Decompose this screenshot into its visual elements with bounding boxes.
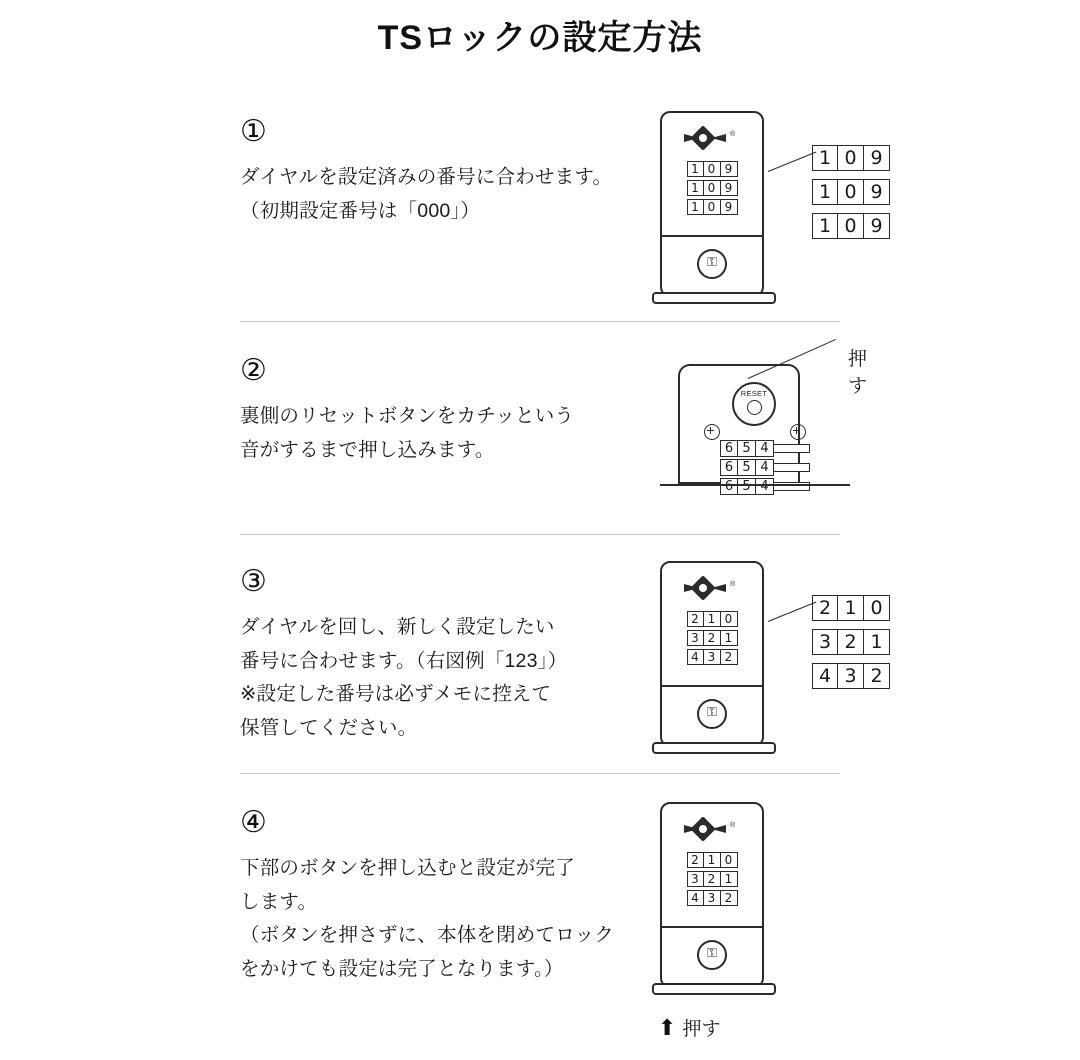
lock-base — [652, 742, 776, 754]
dial-digit[interactable]: 3 — [704, 890, 721, 906]
dial-row — [682, 871, 742, 887]
callout-digit: 4 — [812, 663, 838, 689]
lock-dial-window — [682, 611, 742, 668]
dial-row — [682, 611, 742, 627]
step-4-illustration — [658, 802, 1020, 1040]
dial-digit[interactable]: 1 — [687, 199, 704, 215]
lock-bottom-button[interactable] — [697, 940, 727, 970]
step-2-text-block — [240, 350, 660, 467]
key-icon: ⚿ — [707, 254, 717, 269]
callout-digit: 2 — [838, 629, 864, 655]
back-dial-digit[interactable]: 5 — [738, 459, 756, 476]
callout-digit: 3 — [838, 663, 864, 689]
callout-digit: 2 — [864, 663, 890, 689]
callout-row — [812, 179, 890, 205]
lock-front-view — [660, 561, 768, 747]
dial-row — [682, 630, 742, 646]
callout-digit: 3 — [812, 629, 838, 655]
lock-bottom-button[interactable] — [697, 249, 727, 279]
lock-body — [660, 802, 764, 988]
step-1-line-2: （初期設定番号は「000」） — [240, 199, 481, 222]
callout-digit: 0 — [838, 179, 864, 205]
callout-row — [812, 595, 890, 621]
step-4-line-2: します。 — [240, 890, 318, 913]
lock-seam-line — [662, 685, 762, 687]
back-dial-digit[interactable]: 4 — [756, 459, 774, 476]
step-4-line-4: をかけても設定は完了となります。） — [240, 957, 564, 980]
dial-digit[interactable]: 0 — [704, 161, 721, 177]
dial-digit[interactable]: 9 — [721, 199, 738, 215]
dial-digit[interactable]: 0 — [704, 199, 721, 215]
dial-row — [682, 852, 742, 868]
back-dial-row — [720, 478, 810, 495]
dial-digit[interactable]: 2 — [721, 649, 738, 665]
reset-button[interactable] — [732, 382, 776, 426]
dial-digit[interactable]: 4 — [687, 649, 704, 665]
dial-digit[interactable]: 0 — [721, 852, 738, 868]
lock-back-view — [660, 349, 868, 506]
lock-seam-line — [662, 235, 762, 237]
dial-digit[interactable]: 3 — [687, 871, 704, 887]
registered-mark: ® — [730, 581, 736, 588]
step-2 — [0, 350, 1080, 506]
dial-digit[interactable]: 0 — [704, 180, 721, 196]
lock-base — [652, 292, 776, 304]
step-2-illustration — [660, 350, 1020, 506]
dial-digit[interactable]: 2 — [721, 890, 738, 906]
callout-digit: 9 — [864, 213, 890, 239]
callout-row — [812, 213, 890, 239]
dial-digit[interactable]: 9 — [721, 180, 738, 196]
dial-digit[interactable]: 2 — [687, 611, 704, 627]
callout-digit: 1 — [838, 595, 864, 621]
lock-bottom-button[interactable] — [697, 699, 727, 729]
key-icon: ⚿ — [707, 945, 717, 960]
lock-body — [660, 111, 764, 297]
callout-row — [812, 629, 890, 655]
lock-front-view — [658, 802, 768, 1040]
dial-digit[interactable]: 2 — [704, 871, 721, 887]
registered-mark: ® — [730, 131, 736, 138]
dial-digit[interactable]: 1 — [721, 630, 738, 646]
lock-back-body — [678, 364, 800, 494]
back-dial-digit[interactable]: 6 — [720, 440, 738, 457]
step-4-push-annotation — [658, 1014, 720, 1041]
callout-row — [812, 145, 890, 171]
callout-digit: 2 — [812, 595, 838, 621]
dial-row — [682, 161, 742, 177]
step-2-number: ② — [240, 354, 267, 387]
section-divider-3 — [240, 773, 840, 774]
screw-icon — [790, 424, 806, 440]
callout-digit: 9 — [864, 179, 890, 205]
arrow-up-icon: ⬆ — [658, 1014, 677, 1040]
back-dial-digit[interactable]: 5 — [738, 478, 756, 495]
reset-button-label: RESET — [740, 389, 768, 398]
step-3-illustration — [660, 561, 1020, 747]
dial-digit[interactable]: 2 — [704, 630, 721, 646]
back-dial-row — [720, 440, 810, 457]
callout-digit: 1 — [864, 629, 890, 655]
back-dial-window — [720, 440, 810, 497]
screw-icon — [704, 424, 720, 440]
dial-shaft — [774, 444, 810, 453]
step-2-line-2: 音がするまで押し込みます。 — [240, 438, 495, 461]
step-3-line-4: 保管してください。 — [240, 716, 418, 739]
step-1 — [0, 111, 1080, 297]
tsa-badge-icon — [686, 818, 738, 842]
step-1-illustration — [660, 111, 1020, 297]
dial-digit[interactable]: 1 — [704, 611, 721, 627]
step-4 — [0, 802, 1080, 1040]
back-dial-digit[interactable]: 6 — [720, 459, 738, 476]
step-1-text-block — [240, 111, 660, 228]
step-3 — [0, 561, 1080, 747]
registered-mark: ® — [730, 822, 736, 829]
step-3-number: ③ — [240, 565, 267, 598]
back-dial-digit[interactable]: 4 — [756, 478, 774, 495]
dial-digit[interactable]: 1 — [721, 871, 738, 887]
dial-digit[interactable]: 1 — [687, 161, 704, 177]
tsa-badge-icon — [686, 577, 738, 601]
back-dial-digit[interactable]: 6 — [720, 478, 738, 495]
step-1-dial-callout — [812, 145, 890, 247]
dial-row — [682, 199, 742, 215]
callout-digit: 0 — [864, 595, 890, 621]
step-3-line-1: ダイヤルを回し、新しく設定したい — [240, 616, 555, 638]
lock-dial-window — [682, 161, 742, 218]
tsa-badge-icon — [686, 127, 738, 151]
dial-shaft — [774, 463, 810, 472]
push-annotation: 押す — [848, 349, 868, 397]
step-3-line-3: ※設定した番号は必ずメモに控えて — [240, 683, 552, 706]
lock-seam-line — [662, 926, 762, 928]
callout-leader-line — [768, 152, 817, 172]
callout-digit: 1 — [812, 213, 838, 239]
step-4-line-3: （ボタンを押さずに、本体を閉めてロック — [240, 924, 614, 947]
dial-row — [682, 180, 742, 196]
callout-digit: 0 — [838, 213, 864, 239]
dial-digit[interactable]: 2 — [687, 852, 704, 868]
dial-digit[interactable]: 1 — [687, 180, 704, 196]
callout-digit: 1 — [812, 145, 838, 171]
dial-digit[interactable]: 4 — [687, 890, 704, 906]
step-2-line-1: 裏側のリセットボタンをカチッという — [240, 405, 575, 427]
lock-front-view — [660, 111, 768, 297]
section-divider-1 — [240, 321, 840, 322]
step-1-number: ① — [240, 115, 267, 148]
lock-body — [660, 561, 764, 747]
dial-digit[interactable]: 3 — [687, 630, 704, 646]
back-dial-row — [720, 459, 810, 476]
section-divider-2 — [240, 534, 840, 535]
callout-leader-line — [768, 602, 817, 622]
step-3-text-block — [240, 561, 660, 745]
dial-row — [682, 890, 742, 906]
dial-digit[interactable]: 9 — [721, 161, 738, 177]
page-title: TSロックの設定方法 — [377, 19, 703, 57]
step-3-dial-callout — [812, 595, 890, 697]
lock-dial-window — [682, 852, 742, 909]
lock-back-base — [660, 484, 850, 486]
callout-digit: 0 — [838, 145, 864, 171]
step-4-text-block — [240, 802, 660, 986]
step-4-number: ④ — [240, 806, 267, 839]
step-1-line-1: ダイヤルを設定済みの番号に合わせます。 — [240, 166, 613, 188]
dial-digit[interactable]: 0 — [721, 611, 738, 627]
lock-base — [652, 983, 776, 995]
callout-digit: 9 — [864, 145, 890, 171]
dial-row — [682, 649, 742, 665]
key-icon: ⚿ — [707, 704, 717, 719]
push-label: 押す — [682, 1019, 721, 1040]
reset-button-dot — [747, 400, 762, 415]
callout-digit: 1 — [812, 179, 838, 205]
back-dial-digit[interactable]: 4 — [756, 440, 774, 457]
step-4-line-1: 下部のボタンを押し込むと設定が完了 — [240, 857, 575, 879]
callout-row — [812, 663, 890, 689]
dial-digit[interactable]: 1 — [704, 852, 721, 868]
dial-digit[interactable]: 3 — [704, 649, 721, 665]
back-dial-digit[interactable]: 5 — [738, 440, 756, 457]
step-3-line-2: 番号に合わせます。（右図例「123」） — [240, 649, 568, 672]
